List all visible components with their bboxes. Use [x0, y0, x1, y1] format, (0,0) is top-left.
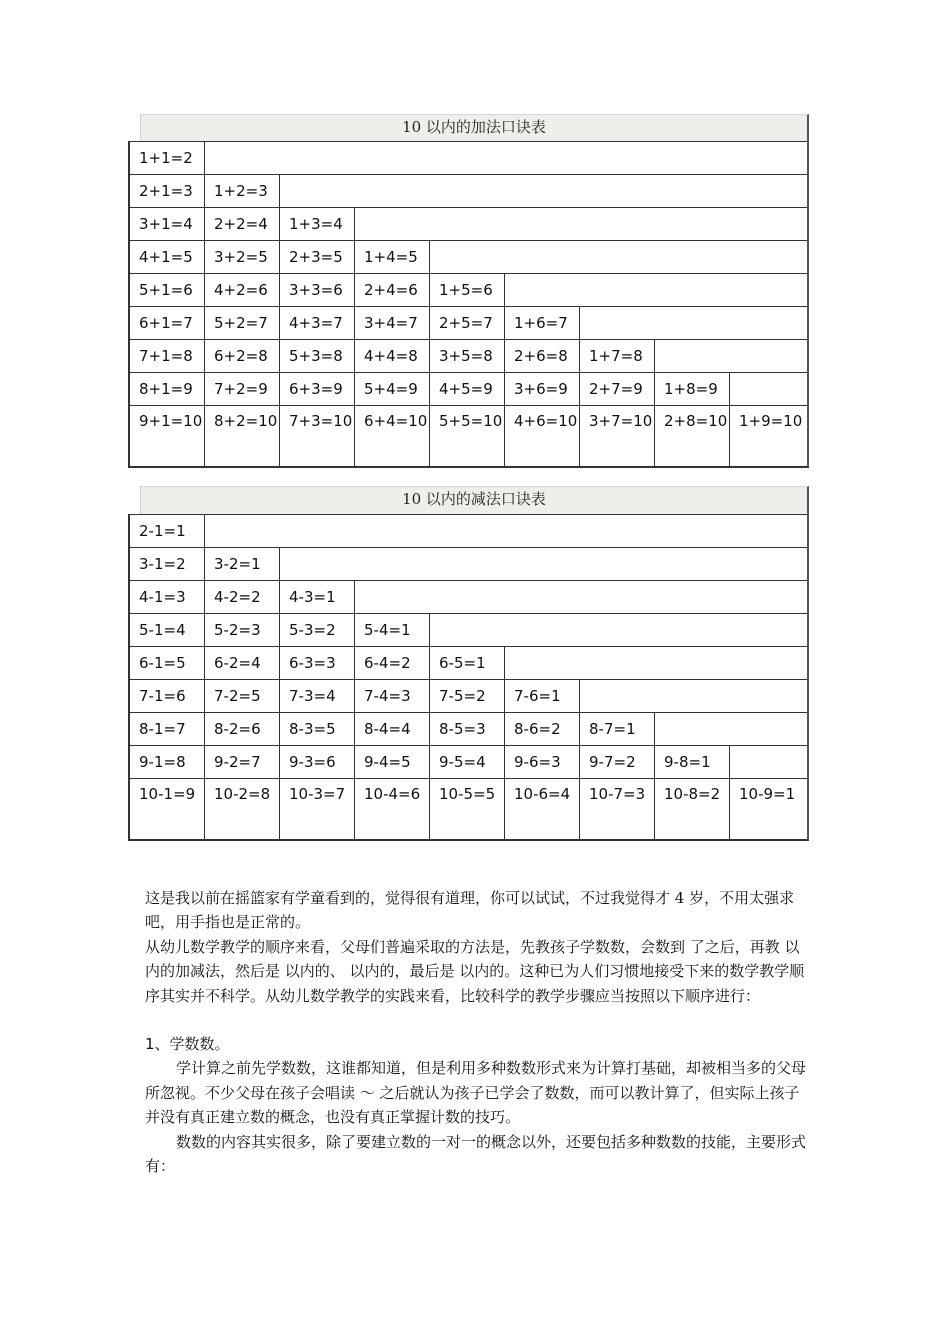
table-cell: 3-1=2	[130, 548, 205, 580]
table-row	[130, 646, 807, 679]
table-cell: 10-8=2	[655, 779, 730, 839]
table-cell: 10-2=8	[205, 779, 280, 839]
table-cell: 3+2=5	[205, 241, 280, 273]
table-title: 10 以内的加法口诀表	[140, 114, 809, 141]
table-cell: 1+8=9	[655, 373, 730, 405]
table-cell: 7-1=6	[130, 680, 205, 712]
table-cell: 1+7=8	[580, 340, 655, 372]
table-cell: 7+3=10	[280, 406, 355, 466]
table-cell: 10-1=9	[130, 779, 205, 839]
table-cell: 7-2=5	[205, 680, 280, 712]
table-cell: 6+2=8	[205, 340, 280, 372]
table-cell: 8-4=4	[355, 713, 430, 745]
table-cell: 9-5=4	[430, 746, 505, 778]
subtraction-table	[128, 486, 809, 841]
table-cell: 9-7=2	[580, 746, 655, 778]
table-row	[130, 174, 807, 207]
table-cell: 3+3=6	[280, 274, 355, 306]
table-cell: 7-5=2	[430, 680, 505, 712]
addition-table	[128, 114, 809, 468]
empty-cell	[430, 614, 807, 646]
paragraph	[145, 1008, 810, 1032]
table-cell: 1+1=2	[130, 142, 205, 174]
table-cell: 6-2=4	[205, 647, 280, 679]
table-cell: 3-2=1	[205, 548, 280, 580]
table-cell: 5+5=10	[430, 406, 505, 466]
empty-cell	[655, 713, 807, 745]
table-row	[130, 339, 807, 372]
table-cell: 10-3=7	[280, 779, 355, 839]
table-cell: 4-3=1	[280, 581, 355, 613]
table-cell: 2+5=7	[430, 307, 505, 339]
table-cell: 2+3=5	[280, 241, 355, 273]
table-body	[128, 141, 809, 468]
empty-cell	[580, 680, 807, 712]
table-cell: 9-1=8	[130, 746, 205, 778]
table-cell: 2-1=1	[130, 515, 205, 547]
table-cell: 2+1=3	[130, 175, 205, 207]
empty-cell	[280, 175, 807, 207]
table-cell: 4+4=8	[355, 340, 430, 372]
table-cell: 3+5=8	[430, 340, 505, 372]
table-row	[130, 514, 807, 547]
paragraph: 学计算之前先学数数，这谁都知道，但是利用多种数数形式来为计算打基础，却被相当多的父母所忽视。不少父母在孩子会唱读 ～ 之后就认为孩子已学会了数数，而可以教计算了，但实际上孩子并没有真正建立数的概念，也没有真正掌握计数的技巧。	[145, 1059, 807, 1127]
table-cell: 8-5=3	[430, 713, 505, 745]
table-row	[130, 141, 807, 174]
table-cell: 6+1=7	[130, 307, 205, 339]
table-cell: 4+3=7	[280, 307, 355, 339]
table-cell: 4-2=2	[205, 581, 280, 613]
table-cell: 4-1=3	[130, 581, 205, 613]
table-cell: 3+4=7	[355, 307, 430, 339]
table-cell: 8-2=6	[205, 713, 280, 745]
table-cell: 5-2=3	[205, 614, 280, 646]
table-cell: 7-6=1	[505, 680, 580, 712]
table-cell: 1+5=6	[430, 274, 505, 306]
table-cell: 8+2=10	[205, 406, 280, 466]
table-cell: 5+1=6	[130, 274, 205, 306]
table-row	[130, 405, 807, 466]
table-cell: 9-6=3	[505, 746, 580, 778]
table-row	[130, 778, 807, 839]
table-cell: 3+6=9	[505, 373, 580, 405]
table-cell: 10-5=5	[430, 779, 505, 839]
table-cell: 5-4=1	[355, 614, 430, 646]
empty-cell	[580, 307, 807, 339]
table-cell: 1+3=4	[280, 208, 355, 240]
table-cell: 10-7=3	[580, 779, 655, 839]
table-cell: 10-6=4	[505, 779, 580, 839]
empty-cell	[355, 208, 807, 240]
table-cell: 9+1=10	[130, 406, 205, 466]
table-row	[130, 712, 807, 745]
table-row	[130, 273, 807, 306]
table-cell: 5-3=2	[280, 614, 355, 646]
table-cell: 8-7=1	[580, 713, 655, 745]
table-cell: 2+6=8	[505, 340, 580, 372]
empty-cell	[280, 548, 807, 580]
empty-cell	[505, 274, 807, 306]
table-row	[130, 679, 807, 712]
table-cell: 6-5=1	[430, 647, 505, 679]
paragraph: 数数的内容其实很多，除了要建立数的一对一的概念以外，还要包括多种数数的技能，主要形式有：	[145, 1132, 807, 1176]
article-text	[145, 886, 810, 1178]
table-cell: 6-4=2	[355, 647, 430, 679]
table-cell: 1+9=10	[739, 412, 803, 430]
table-cell: 3+1=4	[130, 208, 205, 240]
table-row	[130, 207, 807, 240]
table-cell: 8-6=2	[505, 713, 580, 745]
table-cell: 9-2=7	[205, 746, 280, 778]
paragraph: 从幼儿数学教学的顺序来看，父母们普遍采取的方法是，先教孩子学数数，会数到 了之后，再教 以内的加减法，然后是 以内的、 以内的，最后是 以内的。这种已为人们习惯地接受下来的数学教学顺序其实并不科学。从幼儿数学教学的实践来看，比较科学的教学步骤应当按照以下顺序进行：	[145, 937, 805, 1005]
table-cell: 4+2=6	[205, 274, 280, 306]
table-cell: 6-3=3	[280, 647, 355, 679]
table-cell: 1+2=3	[205, 175, 280, 207]
empty-cell	[205, 142, 807, 174]
table-cell: 2+7=9	[580, 373, 655, 405]
table-cell: 6-1=5	[130, 647, 205, 679]
table-row	[130, 613, 807, 646]
empty-cell	[505, 647, 807, 679]
empty-cell	[430, 241, 807, 273]
table-cell: 4+5=9	[430, 373, 505, 405]
empty-cell	[730, 373, 807, 405]
table-cell: 5-1=4	[130, 614, 205, 646]
table-row	[130, 372, 807, 405]
table-cell: 7+1=8	[130, 340, 205, 372]
table-row	[130, 306, 807, 339]
table-cell: 9-3=6	[280, 746, 355, 778]
table-body	[128, 514, 809, 841]
section-heading: 1、学数数。	[145, 1035, 230, 1054]
paragraph: 这是我以前在摇篮家有学童看到的，觉得很有道理，你可以试试，不过我觉得才 4 岁，不用太强求吧，用手指也是正常的。	[145, 889, 795, 932]
table-row	[130, 547, 807, 580]
table-cell: 7+2=9	[205, 373, 280, 405]
table-cell: 7-3=4	[280, 680, 355, 712]
table-cell: 5+4=9	[355, 373, 430, 405]
table-cell: 4+1=5	[130, 241, 205, 273]
table-cell: 2+4=6	[355, 274, 430, 306]
table-cell: 8+1=9	[130, 373, 205, 405]
table-cell: 5+3=8	[280, 340, 355, 372]
table-cell: 6+4=10	[355, 406, 430, 466]
table-row	[130, 580, 807, 613]
table-cell: 8-3=5	[280, 713, 355, 745]
table-cell: 4+6=10	[505, 406, 580, 466]
table-row	[130, 240, 807, 273]
empty-cell	[730, 746, 807, 778]
table-cell: 2+8=10	[655, 406, 730, 466]
table-cell: 10-4=6	[355, 779, 430, 839]
table-cell: 3+7=10	[580, 406, 655, 466]
table-cell: 1+4=5	[355, 241, 430, 273]
table-cell: 2+2=4	[205, 208, 280, 240]
table-title: 10 以内的减法口诀表	[140, 486, 809, 514]
table-row	[130, 745, 807, 778]
table-cell: 7-4=3	[355, 680, 430, 712]
empty-cell	[205, 515, 807, 547]
table-cell: 6+3=9	[280, 373, 355, 405]
table-cell: 5+2=7	[205, 307, 280, 339]
table-cell: 8-1=7	[130, 713, 205, 745]
table-cell: 9-4=5	[355, 746, 430, 778]
empty-cell	[655, 340, 807, 372]
table-cell: 9-8=1	[655, 746, 730, 778]
table-cell: 1+6=7	[505, 307, 580, 339]
empty-cell	[355, 581, 807, 613]
table-cell: 10-9=1	[739, 785, 796, 803]
